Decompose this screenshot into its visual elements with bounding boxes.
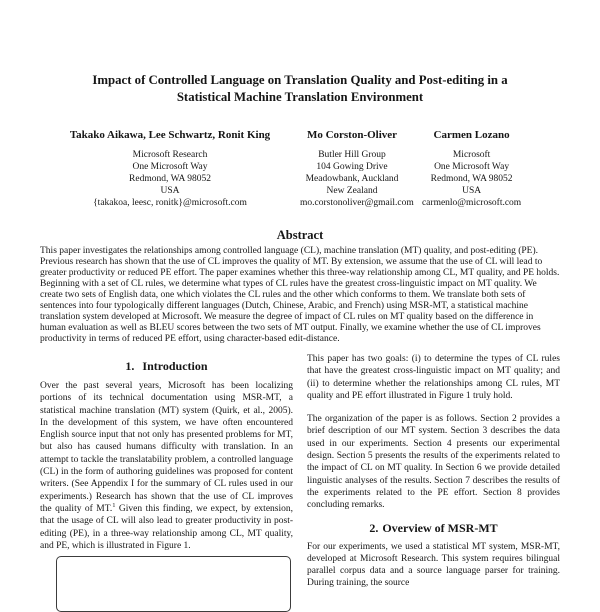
author-email-3: carmenlo@microsoft.com <box>421 198 522 208</box>
two-column-body <box>40 353 560 612</box>
intro-paragraph-text: Over the past several years, Microsoft has been localizing portions of its technical documentation using MSR-MT, a statistical machine translation (MT) system (Quirk, et al., 2005). In the development of this system, we have often encountered English source input that not only has presented problems for MT, but also has caused humans difficulty with translation. In an attempt to tackle the translatability problem, a controlled language (CL) in the form of authoring guidelines was proposed for content writers. (See Appendix I for the summary of CL rules used in our experiments.) Research has shown that the use of CL improves the quality of MT. <box>40 381 293 514</box>
affiliation-line: One Microsoft Way <box>434 162 510 172</box>
author-affiliation-1 <box>40 149 300 209</box>
section-number: 2. <box>369 520 379 535</box>
author-names-1: Takako Aikawa, Lee Schwartz, Ronit King <box>69 129 271 141</box>
abstract-text: This paper investigates the relationships among controlled language (CL), machine translation (MT) quality, and post-editing (PE). Previous research has shown that the use of CL improves the quality of MT. By extension, we assume that the use of CL will lead to greater productivity or reduced PE effort. The paper examines whether this three-way relationship among CL, MT quality, and PE holds. Beginning with a set of CL rules, we determine what types of CL rules have the greatest cross-linguistic impact on MT quality. We create two sets of English data, one which violates the CL rules and the other which conforms to them. We translate both sets of sentences into four typologically different languages (Dutch, Chinese, Arabic, and French) using MSR-MT, a statistical machine translation system developed at Microsoft. We measure the degree of impact of CL rules on MT quality based on the difference in human evaluation as well as BLEU scores between the two sets of MT output. Finally, we examine whether the use of CL improves productivity in terms of reduced PE effort, using character-based edit-distance. <box>40 246 560 344</box>
author-block-2 <box>300 129 414 209</box>
affiliation-line: Butler Hill Group <box>318 150 386 160</box>
affiliation-line: 104 Gowing Drive <box>316 162 388 172</box>
affiliation-line: Microsoft <box>452 150 491 160</box>
section-number: 1. <box>125 359 135 373</box>
author-block-3 <box>404 129 539 209</box>
section-heading-label: Overview of MSR-MT <box>382 520 498 535</box>
author-email-1: {takakoa, leesc, ronitk}@microsoft.com <box>93 198 247 208</box>
author-email-2: mo.corstonoliver@gmail.com <box>300 198 414 208</box>
right-column <box>307 353 560 612</box>
paper-title-line-2: Statistical Machine Translation Environment <box>176 90 424 104</box>
intro-paragraph <box>40 380 293 552</box>
affiliation-line: USA <box>160 186 180 196</box>
affiliation-line: Meadowbank, Auckland <box>305 174 399 184</box>
author-names-3: Carmen Lozano <box>433 129 510 141</box>
organization-paragraph: The organization of the paper is as follows. Section 2 provides a brief description of our MT system. Section 3 describes the data used in our experiments. Section 4 presents our experimental design. Section 5 presents the results of the experiments related to the impact of CL on MT quality. In Section 6 we provide detailed linguistic analyses of the results. Section 7 describes the results of the experiments related to the PE effort. Section 8 provides concluding remarks. <box>307 414 560 511</box>
affiliation-line: Redmond, WA 98052 <box>430 174 513 184</box>
authors-row <box>40 129 560 209</box>
msrmt-paragraph: For our experiments, we used a statistical MT system, MSR-MT, developed at Microsoft Research. This system requires bilingual parallel corpus data and a source language parser for training. During training, the source <box>307 541 560 589</box>
paper-title <box>40 72 560 106</box>
paper-title-line-1: Impact of Controlled Language on Translation Quality and Post-editing in a <box>92 73 508 87</box>
affiliation-line: One Microsoft Way <box>132 162 208 172</box>
affiliation-line: Microsoft Research <box>132 150 208 160</box>
affiliation-line: USA <box>462 186 482 196</box>
author-names-2: Mo Corston-Oliver <box>306 129 398 141</box>
author-block-1 <box>40 129 300 209</box>
goals-paragraph: This paper has two goals: (i) to determine the types of CL rules that have the greatest cross-linguistic impact on MT quality; and (ii) to determine whether the relationships among CL rules, MT quality and PE effort illustrated in Figure 1 truly hold. <box>307 354 560 401</box>
abstract-heading: Abstract <box>276 228 324 242</box>
affiliation-line: Redmond, WA 98052 <box>129 174 211 184</box>
intro-paragraph-continued: Given this finding, we expect, by extension, that the usage of CL will also lead to greater productivity in post-editing (PE), in a three-way relationship among CL, MT quality, and PE, which is illustrated in Figure 1. <box>40 503 293 551</box>
left-column <box>40 353 293 612</box>
figure-1-frame <box>56 556 291 612</box>
author-affiliation-2 <box>300 149 414 209</box>
section-heading-msrmt <box>307 521 560 535</box>
author-affiliation-3 <box>404 149 539 209</box>
footnote-marker: 1 <box>112 501 116 509</box>
section-heading-label: Introduction <box>142 359 208 373</box>
affiliation-line: New Zealand <box>326 186 378 196</box>
section-heading-introduction <box>40 359 293 373</box>
